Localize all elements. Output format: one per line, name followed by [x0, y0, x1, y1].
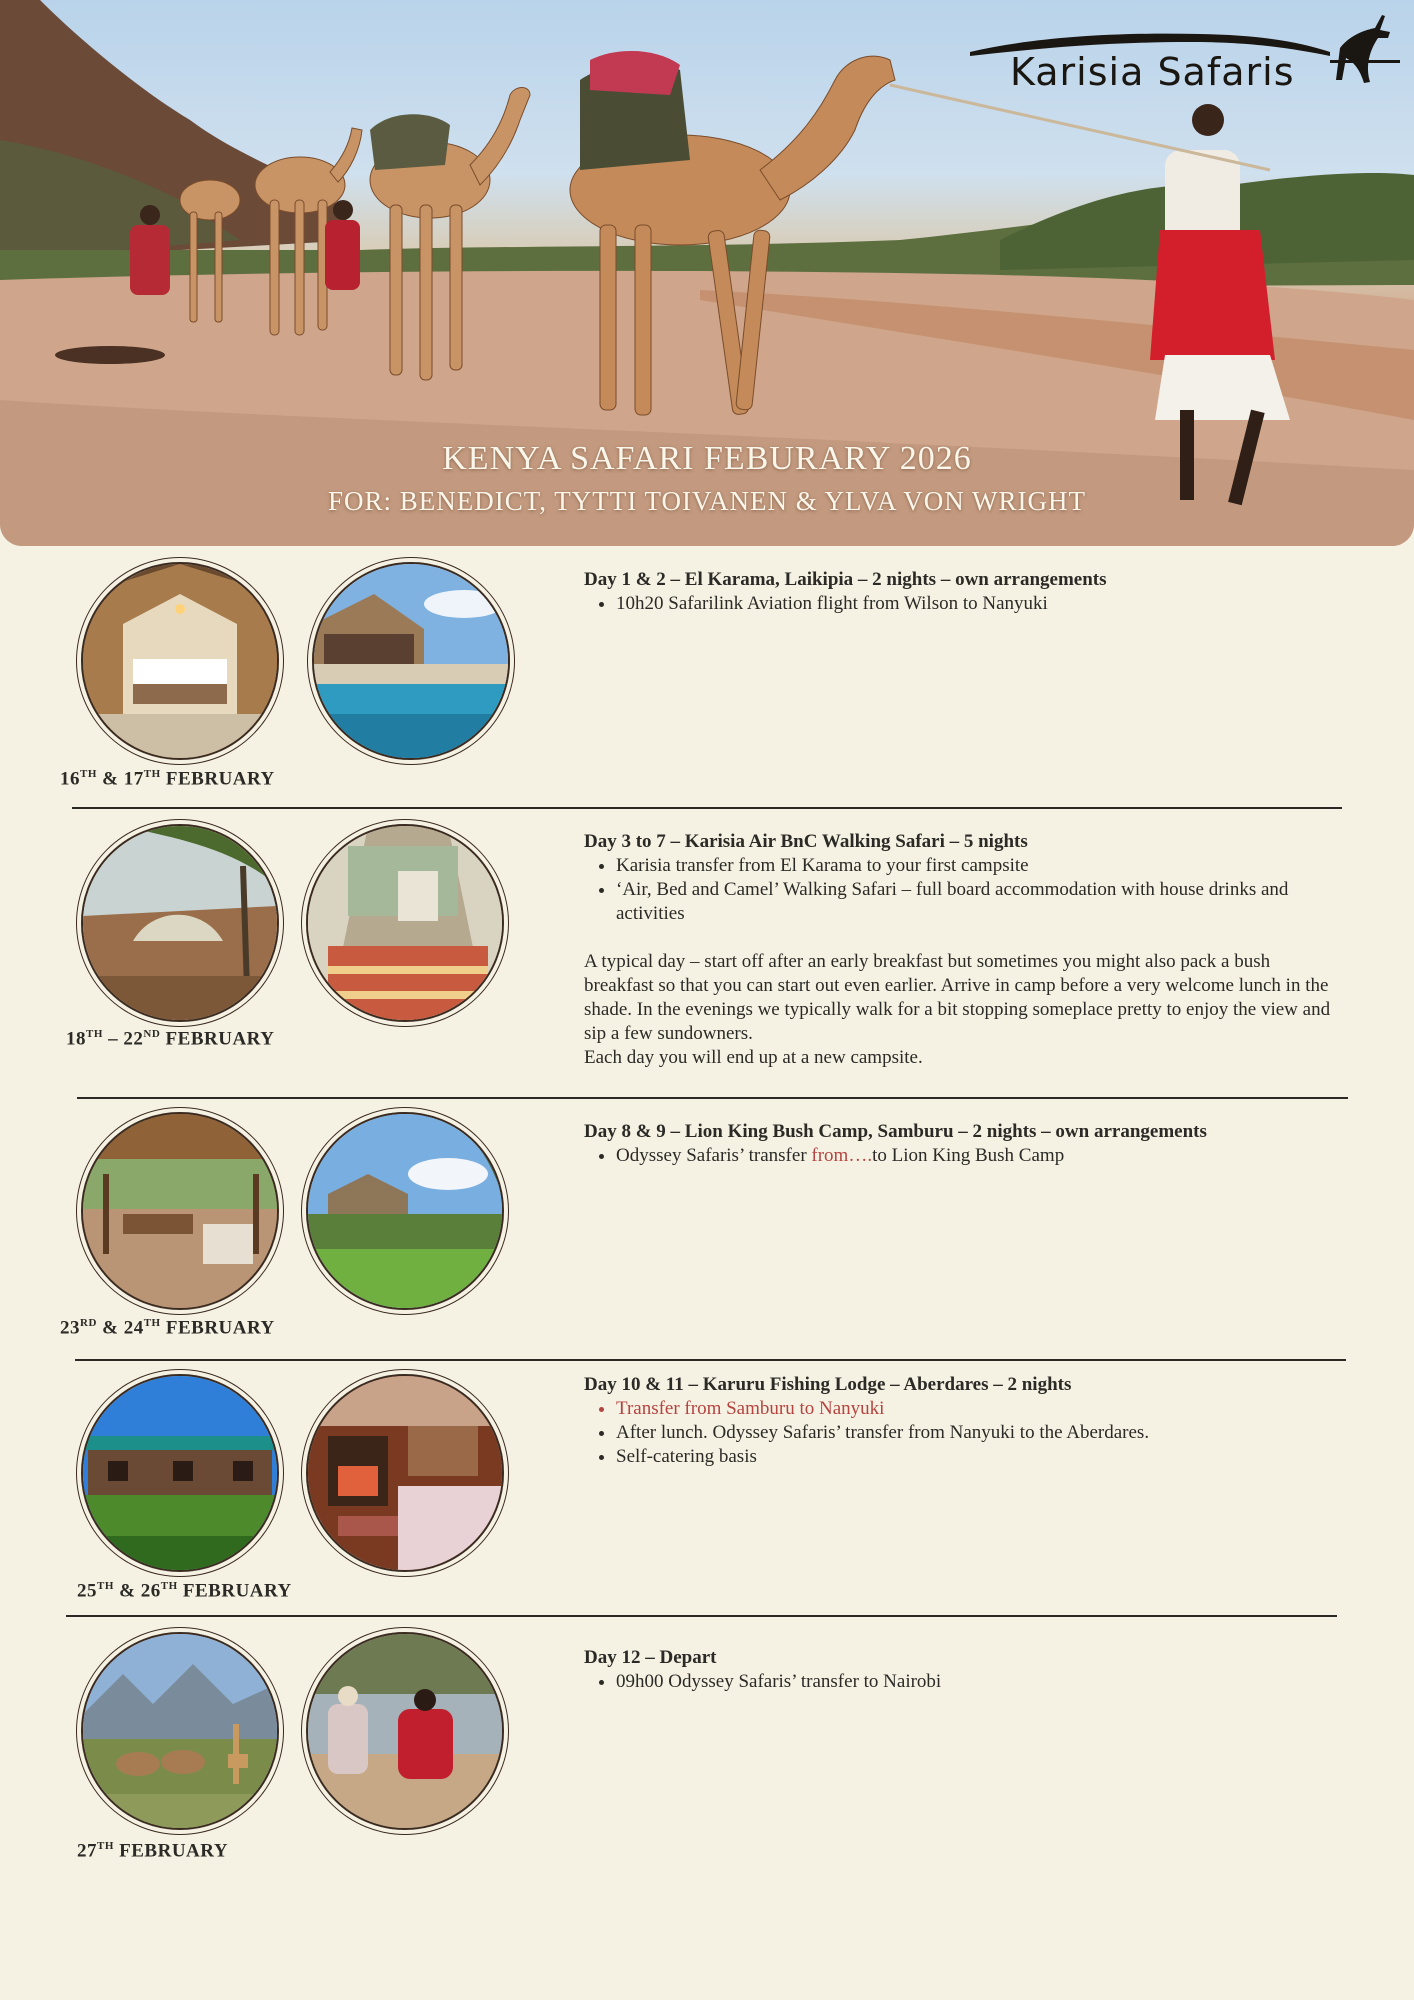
day-3-7-heading: Day 3 to 7 – Karisia Air BnC Walking Safari – 5 nights	[584, 831, 1028, 852]
placeholder-text: from….	[811, 1145, 873, 1166]
list-item: • Karisia transfer from El Karama to your first campsite	[616, 854, 1344, 878]
itinerary-guests: FOR: BENEDICT, TYTTI TOIVANEN & YLVA VON WRIGHT	[327, 486, 1087, 516]
dates-16-17-february: 16TH & 17TH FEBRUARY	[60, 768, 275, 790]
photo-tent-bedroom	[81, 562, 279, 760]
section-divider	[77, 1097, 1348, 1099]
day-12-heading: Day 12 – Depart	[584, 1647, 717, 1668]
dates-18-22-february: 18TH – 22ND FEBRUARY	[66, 1028, 275, 1050]
section-divider	[66, 1615, 1337, 1617]
list-item: • ‘Air, Bed and Camel’ Walking Safari – full board accommodation with house drinks and activities	[616, 878, 1344, 926]
list-item: • 09h00 Odyssey Safaris’ transfer to Nairobi	[616, 1670, 1344, 1694]
list-item: • After lunch. Odyssey Safaris’ transfer from Nanyuki to the Aberdares.	[616, 1421, 1344, 1445]
day-8-9-heading: Day 8 & 9 – Lion King Bush Camp, Samburu – 2 nights – own arrangements	[584, 1121, 1207, 1142]
brand-name: Karisia Safaris	[1010, 50, 1295, 94]
photo-lodge-living-room	[306, 1374, 504, 1572]
photo-camel-walk-giraffe	[81, 1632, 279, 1830]
dates-25-26-february: 25TH & 26TH FEBRUARY	[77, 1580, 292, 1602]
day-1-2-block	[584, 568, 1344, 616]
photo-guests-by-river	[306, 1632, 504, 1830]
section-divider	[72, 807, 1342, 809]
typical-day-paragraph: A typical day – start off after an early breakfast but sometimes you might also pack a bush breakfast so that you can start out even earlier. Arrive in camp before a very welcome lunch in the shade. In the evenings we typically walk for a bit stopping someplace pretty to enjoy the view and sip a few sundowners.	[584, 951, 1331, 1044]
photo-tent-interior-lounge	[306, 824, 504, 1022]
photo-safari-tent-garden	[306, 1112, 504, 1310]
karisia-safaris-logo	[970, 10, 1400, 100]
list-item: • Odyssey Safaris’ transfer from….to Lion King Bush Camp	[616, 1144, 1344, 1168]
photo-lodge-pool	[312, 562, 510, 760]
photo-bush-tent	[81, 824, 279, 1022]
day-3-7-block	[584, 830, 1344, 1070]
day-8-9-block	[584, 1120, 1344, 1168]
dates-23-24-february: 23RD & 24TH FEBRUARY	[60, 1317, 275, 1339]
photo-fishing-lodge	[81, 1374, 279, 1572]
hero-banner	[0, 0, 1414, 546]
day-12-block	[584, 1646, 1344, 1694]
dates-27-february: 27TH FEBRUARY	[77, 1840, 229, 1862]
section-divider	[75, 1359, 1346, 1361]
day-1-2-heading: Day 1 & 2 – El Karama, Laikipia – 2 nights – own arrangements	[584, 569, 1107, 590]
list-item: • Transfer from Samburu to Nanyuki	[616, 1397, 1344, 1421]
itinerary-title: KENYA SAFARI FEBURARY 2026	[442, 440, 972, 477]
list-item: • 10h20 Safarilink Aviation flight from Wilson to Nanyuki	[616, 592, 1344, 616]
day-10-11-heading: Day 10 & 11 – Karuru Fishing Lodge – Aberdares – 2 nights	[584, 1374, 1072, 1395]
campsite-note: Each day you will end up at a new campsite.	[584, 1047, 923, 1068]
day-10-11-block	[584, 1373, 1344, 1469]
list-item: • Self-catering basis	[616, 1445, 1344, 1469]
photo-dining-area	[81, 1112, 279, 1310]
